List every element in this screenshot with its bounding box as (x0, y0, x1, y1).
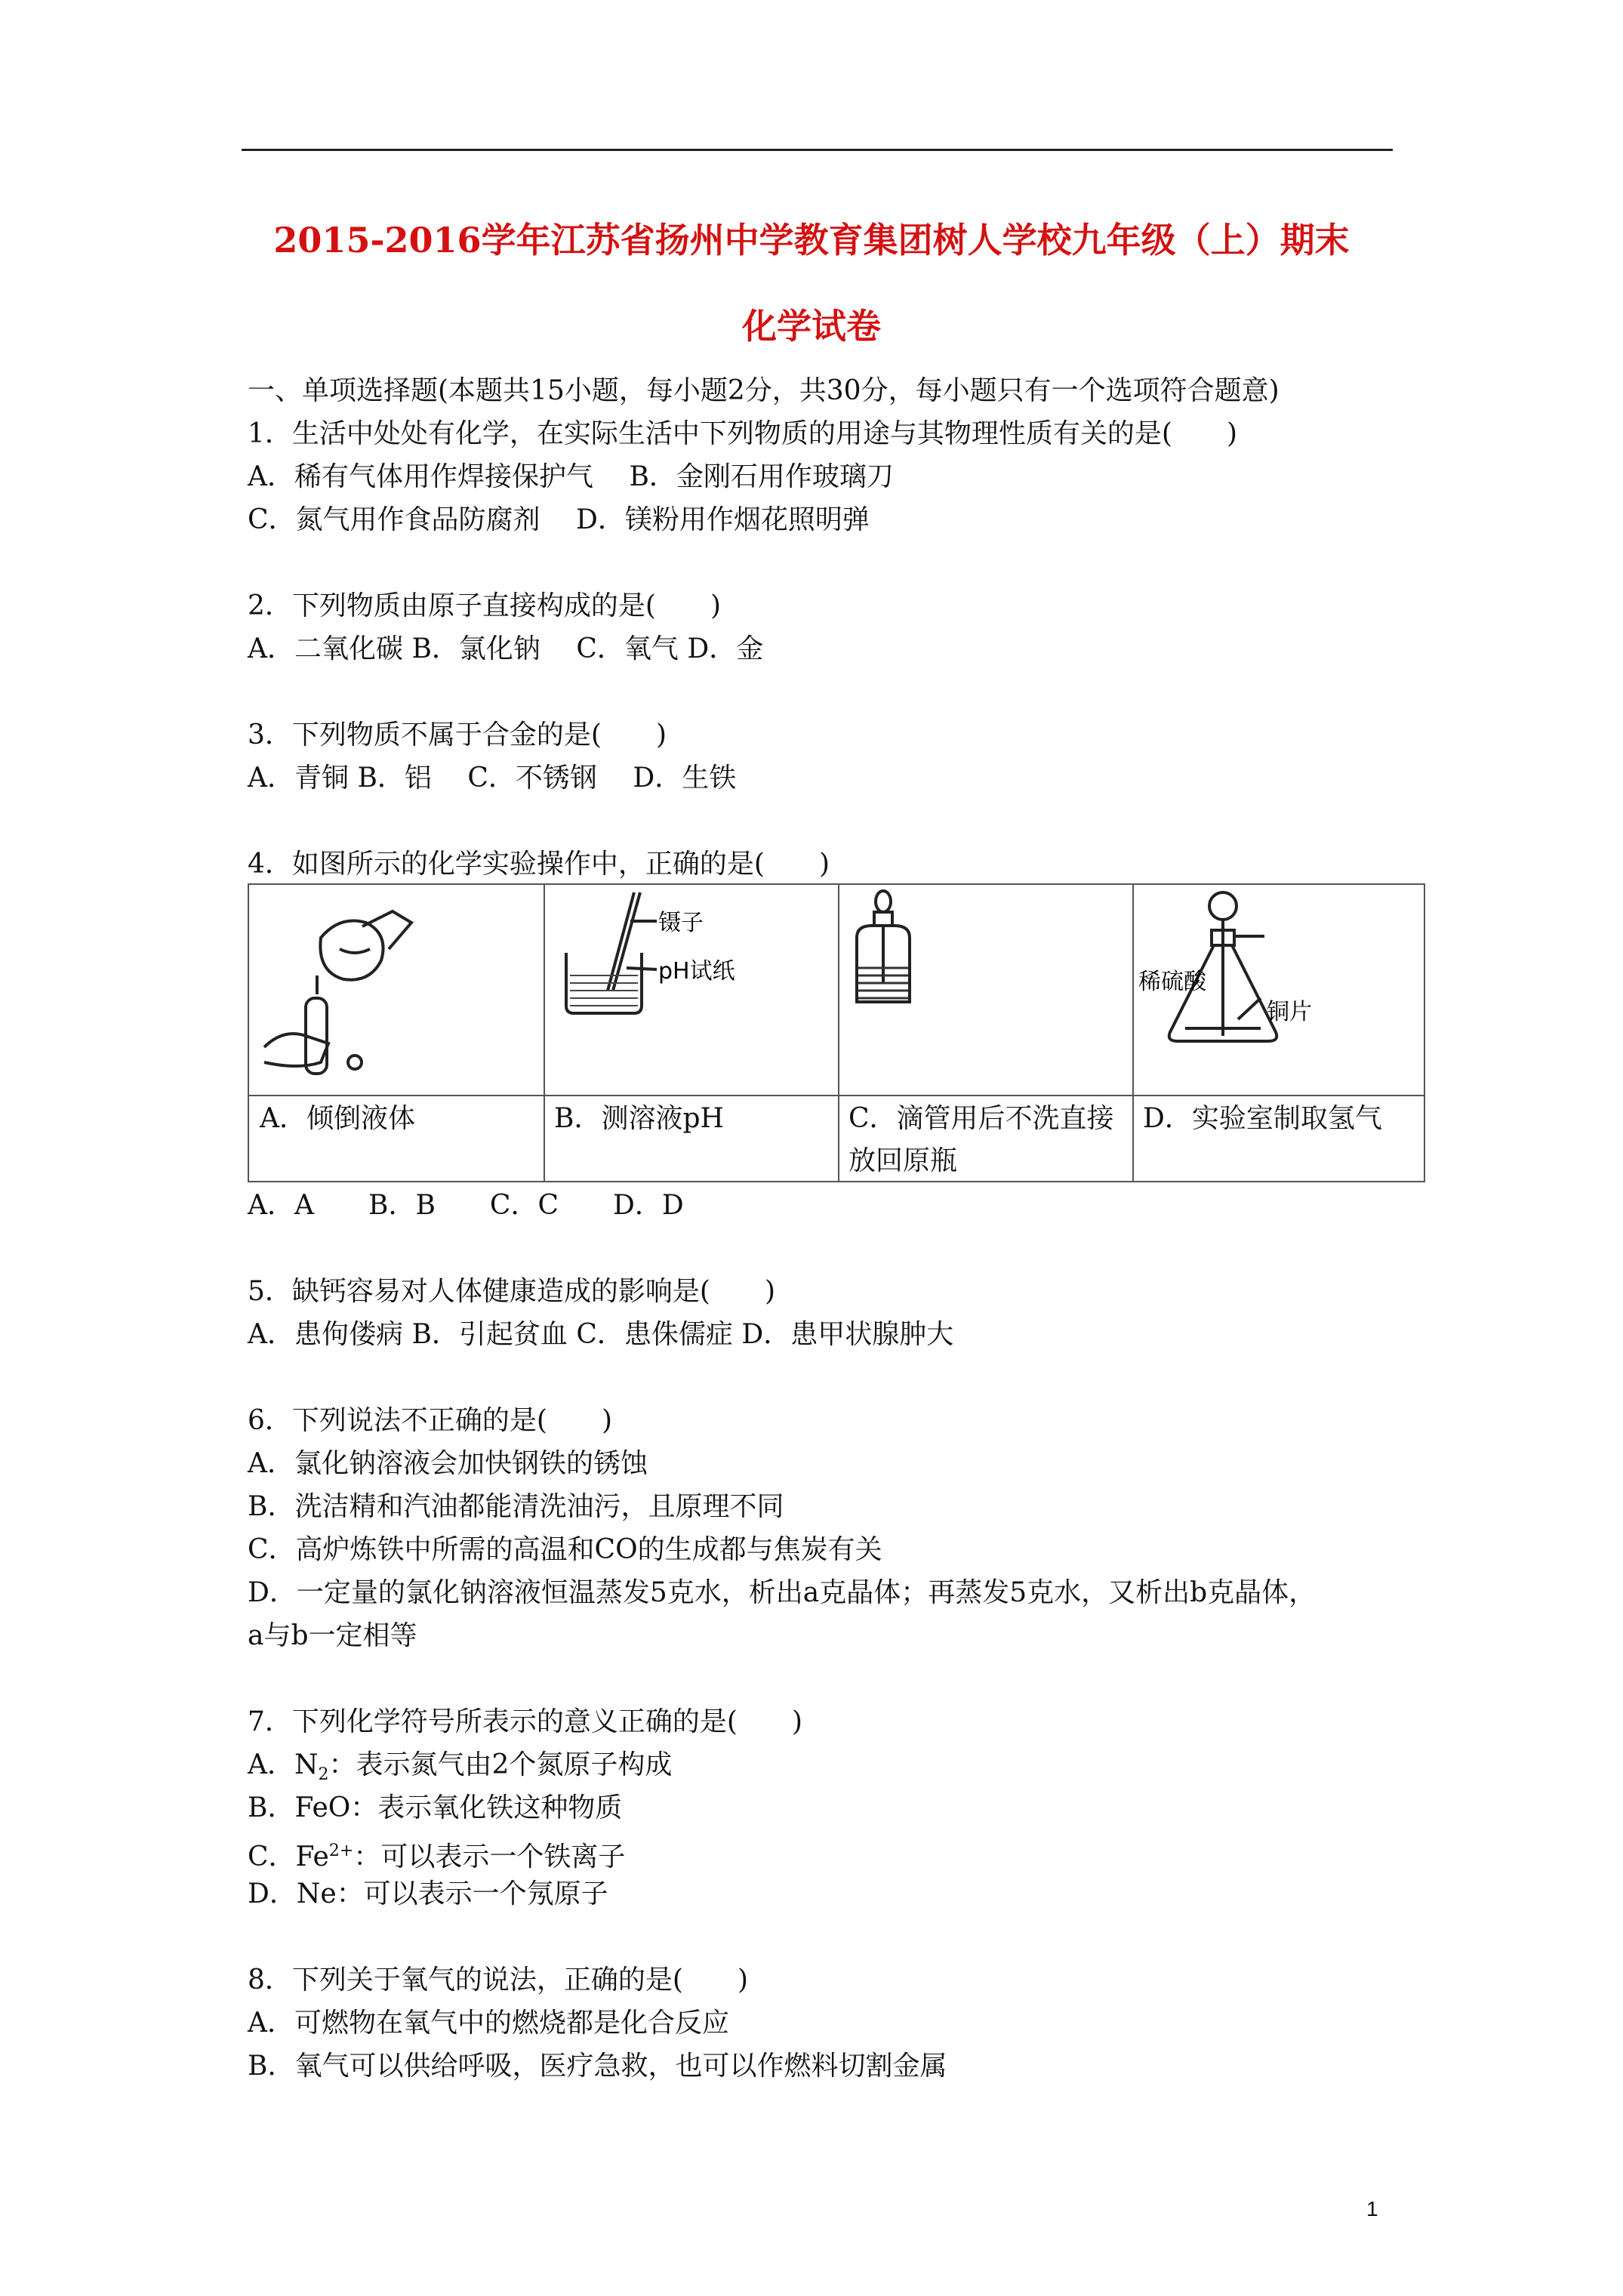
caption-c-line2: 放回原瓶 (848, 1145, 958, 1176)
page-title-line2: 化学试卷 (742, 306, 881, 347)
q1-options-ab: A．稀有气体用作焊接保护气 B．金刚石用作玻璃刀 (248, 461, 894, 492)
pouring-liquid-illustration (249, 885, 544, 1093)
q6-stem: 6．下列说法不正确的是( ) (248, 1405, 612, 1436)
hydrogen-apparatus-illustration (1132, 885, 1427, 1093)
section-heading: 一、单项选择题(本题共15小题，每小题2分，共30分，每小题只有一个选项符合题意) (248, 375, 1280, 406)
q7-option-b: B．FeO：表示氧化铁这种物质 (248, 1792, 623, 1823)
q2-stem: 2．下列物质由原子直接构成的是( ) (248, 590, 721, 621)
q6-option-d-line2: a与b一定相等 (248, 1620, 417, 1651)
caption-d: D．实验室制取氢气 (1143, 1103, 1382, 1134)
dropper-bottle-illustration (838, 885, 1132, 1093)
q4-answers: A．A B．B C．C D．D (248, 1190, 684, 1221)
q2-options: A．二氧化碳 B．氯化钠 C．氧气 D．金 (248, 633, 764, 664)
caption-c (838, 1098, 1114, 1182)
q4-stem: 4．如图所示的化学实验操作中，正确的是( ) (248, 849, 830, 880)
q7-option-c: C．$Fe^{2+}$：可以表示一个铁离子 (248, 1841, 626, 1872)
caption-a: A．倾倒液体 (260, 1103, 415, 1134)
ph-test-illustration (544, 885, 838, 1093)
caption-c-line1: C．滴管用后不洗直接 (848, 1103, 1114, 1134)
q8-stem: 8．下列关于氧气的说法，正确的是( ) (248, 1965, 748, 1996)
q5-options: A．患佝偻病 B．引起贫血 C．患侏儒症 D．患甲状腺肿大 (248, 1319, 954, 1350)
q8-option-b: B．氧气可以供给呼吸，医疗急救，也可以作燃料切割金属 (248, 2051, 947, 2082)
page-title-line1: 2015-2016学年江苏省扬州中学教育集团树人学校九年级（上）期末 (273, 220, 1350, 260)
q3-options: A．青铜 B．铝 C．不锈钢 D．生铁 (248, 763, 737, 794)
q1-options-cd: C．氮气用作食品防腐剂 D．镁粉用作烟花照明弹 (248, 504, 870, 535)
q6-option-b: B．洗洁精和汽油都能清洗油污，且原理不同 (248, 1491, 784, 1522)
q1-stem: 1．生活中处处有化学，在实际生活中下列物质的用途与其物理性质有关的是( ) (248, 418, 1237, 449)
q6-option-d-line1: D．一定量的氯化钠溶液恒温蒸发5克水，析出a克晶体；再蒸发5克水，又析出b克晶体， (248, 1577, 1317, 1608)
q7-option-d: D．Ne：可以表示一个氖原子 (248, 1878, 608, 1909)
q8-option-a: A．可燃物在氧气中的燃烧都是化合反应 (248, 2008, 729, 2039)
header-rule (242, 149, 1393, 151)
q3-stem: 3．下列物质不属于合金的是( ) (248, 720, 667, 750)
dilute-sulfuric-acid-label: 稀硫酸 (1138, 969, 1206, 995)
q6-option-c: C．高炉炼铁中所需的高温和CO的生成都与焦炭有关 (248, 1534, 882, 1565)
q5-stem: 5．缺钙容易对人体健康造成的影响是( ) (248, 1276, 775, 1307)
q7-option-a: A．$N_2$：表示氮气由2个氮原子构成 (248, 1749, 673, 1785)
tweezers-label: 镊子 (658, 910, 704, 936)
ph-paper-label: pH试纸 (658, 958, 735, 985)
q4-figure-table (248, 883, 1425, 1182)
caption-b: B．测溶液pH (554, 1103, 724, 1134)
q7-stem: 7．下列化学符号所表示的意义正确的是( ) (248, 1706, 802, 1737)
q6-option-a: A．氯化钠溶液会加快钢铁的锈蚀 (248, 1448, 648, 1479)
copper-sheet-label: 铜片 (1267, 999, 1312, 1025)
page-number: 1 (1366, 2197, 1378, 2220)
